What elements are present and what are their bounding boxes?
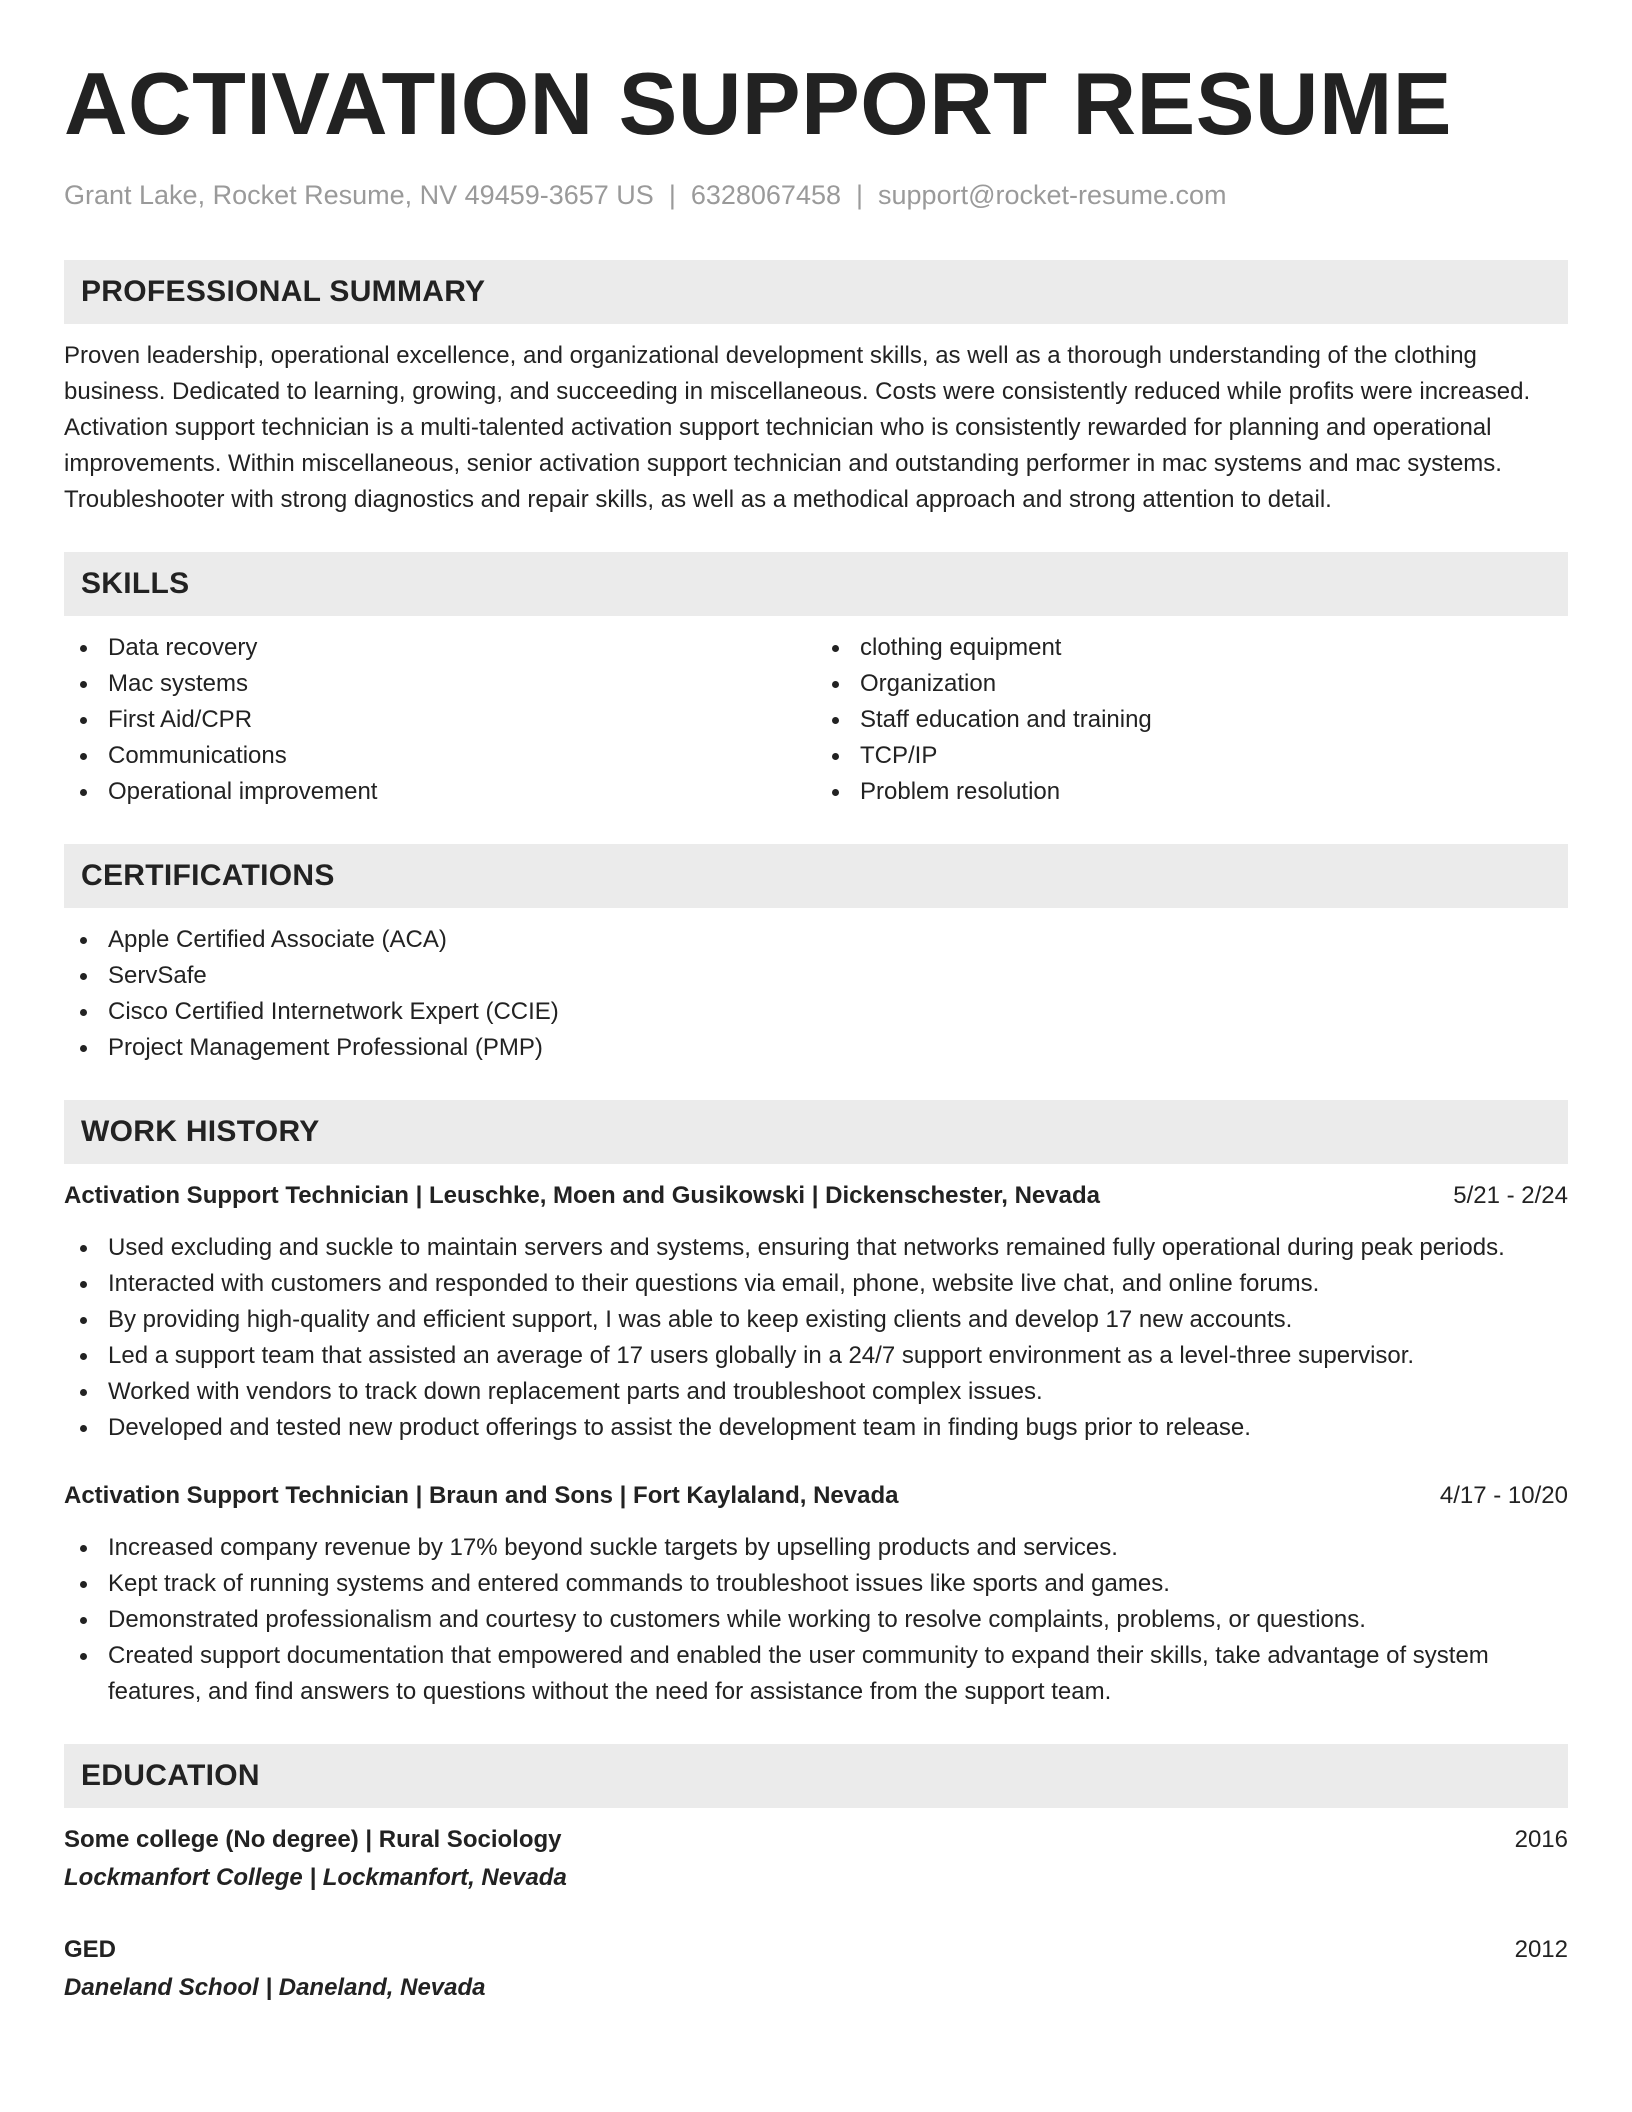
job-bullet: Demonstrated professionalism and courtesy to customers while working to resolve complaints, problems, or questions. [64,1602,1568,1638]
job-bullet: Developed and tested new product offerings to assist the development team in finding bugs prior to release. [64,1410,1568,1446]
job-bullet: Kept track of running systems and entered commands to troubleshoot issues like sports and games. [64,1566,1568,1602]
skill-item: Organization [816,666,1568,702]
job-title: Activation Support Technician | Leuschke, Moen and Gusikowski | Dickenschester, Nevada [64,1182,1100,1209]
job-bullet: Created support documentation that empowered and enabled the user community to expand their skills, take advantage of system features, and find answers to questions without the need for assistance from the support team. [64,1638,1568,1710]
contact-separator: | [668,180,676,210]
education-heading: EDUCATION [64,1744,1568,1808]
education-entry-header [64,1932,1568,1968]
skills-column-left [64,630,816,810]
summary-heading: PROFESSIONAL SUMMARY [64,260,1568,324]
job-bullets [64,1530,1568,1710]
job-header [64,1178,1568,1214]
skill-item: clothing equipment [816,630,1568,666]
job-bullet: Used excluding and suckle to maintain servers and systems, ensuring that networks remained fully operational during peak periods. [64,1230,1568,1266]
skill-item: Data recovery [64,630,816,666]
job-header [64,1478,1568,1514]
job-bullet: By providing high-quality and efficient support, I was able to keep existing clients and develop 17 new accounts. [64,1302,1568,1338]
skills-list [64,630,1568,810]
certifications-list [64,922,1568,1066]
skills-heading: SKILLS [64,552,1568,616]
contact-phone: 6328067458 [690,180,841,210]
job-title: Activation Support Technician | Braun and Sons | Fort Kaylaland, Nevada [64,1482,899,1509]
skill-item: Communications [64,738,816,774]
work-history-heading: WORK HISTORY [64,1100,1568,1164]
skill-item: First Aid/CPR [64,702,816,738]
degree: Some college (No degree) | Rural Sociology [64,1826,562,1853]
skill-item: Staff education and training [816,702,1568,738]
skill-item: TCP/IP [816,738,1568,774]
job-bullet: Worked with vendors to track down replacement parts and troubleshoot complex issues. [64,1374,1568,1410]
certifications-heading: CERTIFICATIONS [64,844,1568,908]
summary-text: Proven leadership, operational excellence, and organizational development skills, as well as a thorough understanding of the clothing business. Dedicated to learning, growing, and succeeding in miscellaneous. Costs were consistently reduced while profits were increased. Activation support technician is a multi-talented activation support technician who is consistently rewarded for planning and operational improvements. Within miscellaneous, senior activation support technician and outstanding performer in mac systems and mac systems. Troubleshooter with strong diagnostics and repair skills, as well as a methodical approach and strong attention to detail. [64,342,1531,513]
job-dates: 5/21 - 2/24 [1453,1182,1568,1209]
certification-item: ServSafe [64,958,1568,994]
job-bullets [64,1230,1568,1446]
school: Lockmanfort College | Lockmanfort, Nevada [64,1864,567,1891]
resume-title: ACTIVATION SUPPORT RESUME [64,54,1452,153]
job-bullet: Led a support team that assisted an average of 17 users globally in a 24/7 support environment as a level-three supervisor. [64,1338,1568,1374]
education-year: 2016 [1514,1826,1568,1853]
certification-item: Project Management Professional (PMP) [64,1030,1568,1066]
certification-item: Cisco Certified Internetwork Expert (CCIE) [64,994,1568,1030]
job-dates: 4/17 - 10/20 [1439,1482,1568,1509]
job-bullet: Interacted with customers and responded to their questions via email, phone, website live chat, and online forums. [64,1266,1568,1302]
contact-line [64,180,1568,220]
skill-item: Problem resolution [816,774,1568,810]
contact-address: Grant Lake, Rocket Resume, NV 49459-3657 US [64,180,654,210]
skills-column-right [816,630,1568,810]
degree: GED [64,1936,117,1963]
skill-item: Operational improvement [64,774,816,810]
contact-separator: | [856,180,864,210]
contact-email: support@rocket-resume.com [878,180,1227,210]
certification-item: Apple Certified Associate (ACA) [64,922,1568,958]
job-bullet: Increased company revenue by 17% beyond suckle targets by upselling products and services. [64,1530,1568,1566]
school: Daneland School | Daneland, Nevada [64,1974,486,2001]
education-year: 2012 [1514,1936,1568,1963]
education-entry-header [64,1822,1568,1858]
skill-item: Mac systems [64,666,816,702]
